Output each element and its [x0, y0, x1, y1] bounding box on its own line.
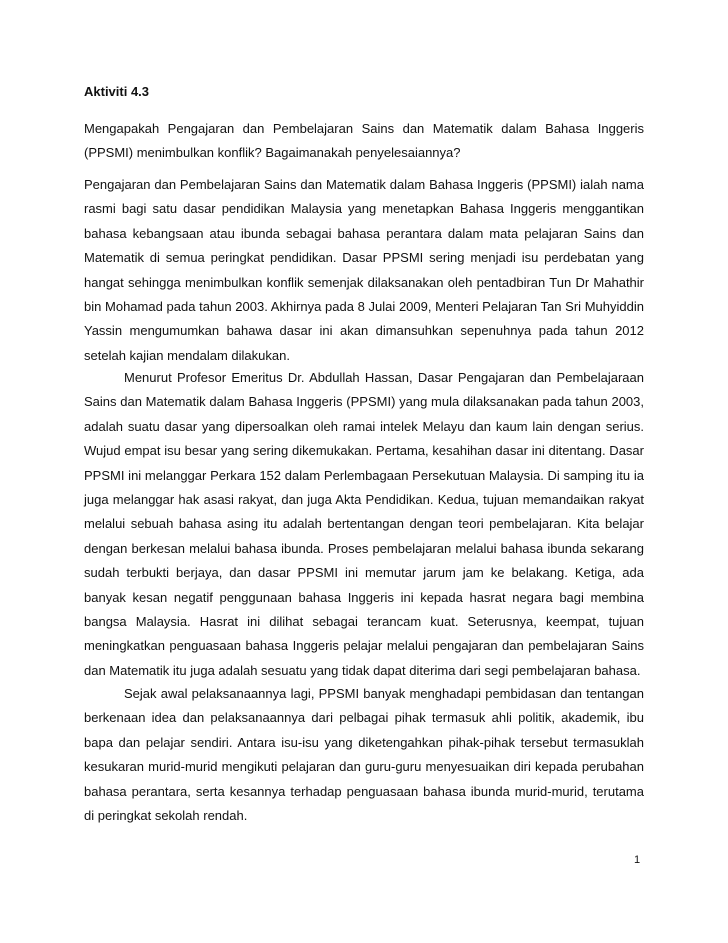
body-paragraph-1: Pengajaran dan Pembelajaran Sains dan Matematik dalam Bahasa Inggeris (PPSMI) ialah nama rasmi bagi satu dasar pendidikan Malaysia yang menetapkan Bahasa Inggeris menggantikan bahasa kebangsaan atau ibunda sebagai bahasa perantara dalam mata pelajaran Sains dan Matematik di semua peringkat pendidikan. Dasar PPSMI sering menjadi isu perdebatan yang hangat sehingga menimbulkan konflik semenjak dilaksanakan oleh pentadbiran Tun Dr Mahathir bin Mohamad pada tahun 2003. Akhirnya pada 8 Julai 2009, Menteri Pelajaran Tan Sri Muhyiddin Yassin mengumumkan bahawa dasar ini akan dimansuhkan sepenuhnya pada tahun 2012 setelah kajian mendalam dilakukan. — [84, 177, 644, 363]
page-number: 1 — [634, 854, 641, 866]
body-paragraph-3: Sejak awal pelaksanaannya lagi, PPSMI banyak menghadapi pembidasan dan tentangan berkenaan idea dan pelaksanaannya dari pelbagai pihak termasuk ahli politik, akademik, ibu bapa dan pelajar sendiri. Antara isu-isu yang diketengahkan pihak-pihak tersebut termasuklah kesukaran murid-murid mengikuti pelajaran dan guru-guru menyesuaikan diri kepada perubahan bahasa perantara, serta kesannya terhadap penguasaan bahasa ibunda murid-murid, terutama di peringkat sekolah rendah. — [84, 686, 644, 824]
question-paragraph: Mengapakah Pengajaran dan Pembelajaran Sains dan Matematik dalam Bahasa Inggeris (PPSMI) menimbulkan konflik? Bagaimanakah penyelesaiannya? — [84, 121, 644, 161]
body-paragraph-2: Menurut Profesor Emeritus Dr. Abdullah Hassan, Dasar Pengajaran dan Pembelajaraan Sains dan Matematik dalam Bahasa Inggeris (PPSMI) yang mula dilaksanakan pada tahun 2003, adalah suatu dasar yang dipersoalkan oleh ramai intelek Melayu dan kaum lain dengan serius. Wujud empat isu besar yang sering dikemukakan. Pertama, kesahihan dasar ini ditentang. Dasar PPSMI ini melanggar Perkara 152 dalam Perlembagaan Persekutuan Malaysia. Di samping itu ia juga melanggar hak asasi rakyat, dan juga Akta Pendidikan. Kedua, tujuan memandaikan rakyat melalui sebuah bahasa asing itu adalah bertentangan dengan teori pembelajaran. Kita belajar dengan berkesan melalui bahasa ibunda. Proses pembelajaran melalui bahasa ibunda sekarang sudah terbukti berjaya, dan dasar PPSMI ini memutar jarum jam ke belakang. Ketiga, ada banyak kesan negatif penggunaan bahasa Inggeris ini kepada hasrat negara bagi membina bangsa Malaysia. Hasrat ini dilihat sebagai terancam kuat. Seterusnya, keempat, tujuan meningkatkan penguasaan bahasa Inggeris pelajar melalui pengajaran dan pembelajaran Sains dan Matematik itu juga adalah sesuatu yang tidak dapat diterima dari segi pembelajaran bahasa. — [84, 370, 644, 678]
activity-heading: Aktiviti 4.3 — [84, 84, 150, 99]
